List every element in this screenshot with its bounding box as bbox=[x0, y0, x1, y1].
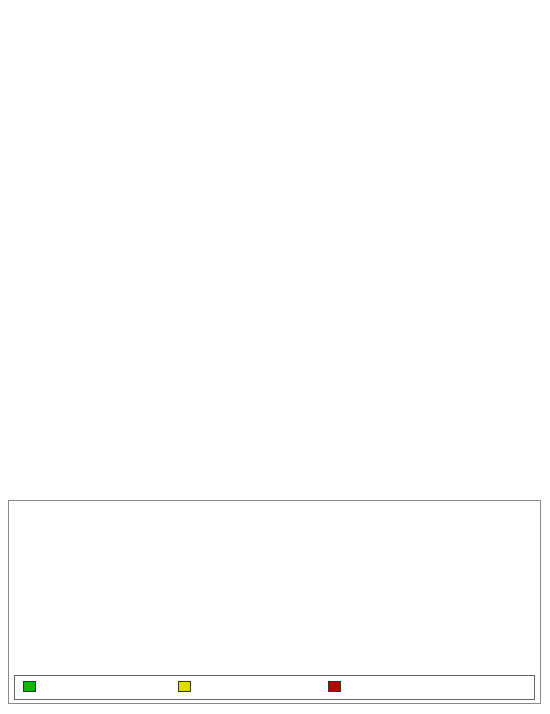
legend-swatch-low bbox=[23, 681, 36, 692]
legend-item-unclear bbox=[178, 681, 195, 695]
legend-swatch-high bbox=[328, 681, 341, 692]
risk-of-bias-bar-chart bbox=[9, 501, 540, 673]
legend-item-low bbox=[23, 681, 40, 695]
legend-item-high bbox=[328, 681, 345, 695]
legend-swatch-unclear bbox=[178, 681, 191, 692]
bias-legend bbox=[14, 675, 535, 700]
risk-of-bias-summary-panel bbox=[8, 500, 541, 704]
